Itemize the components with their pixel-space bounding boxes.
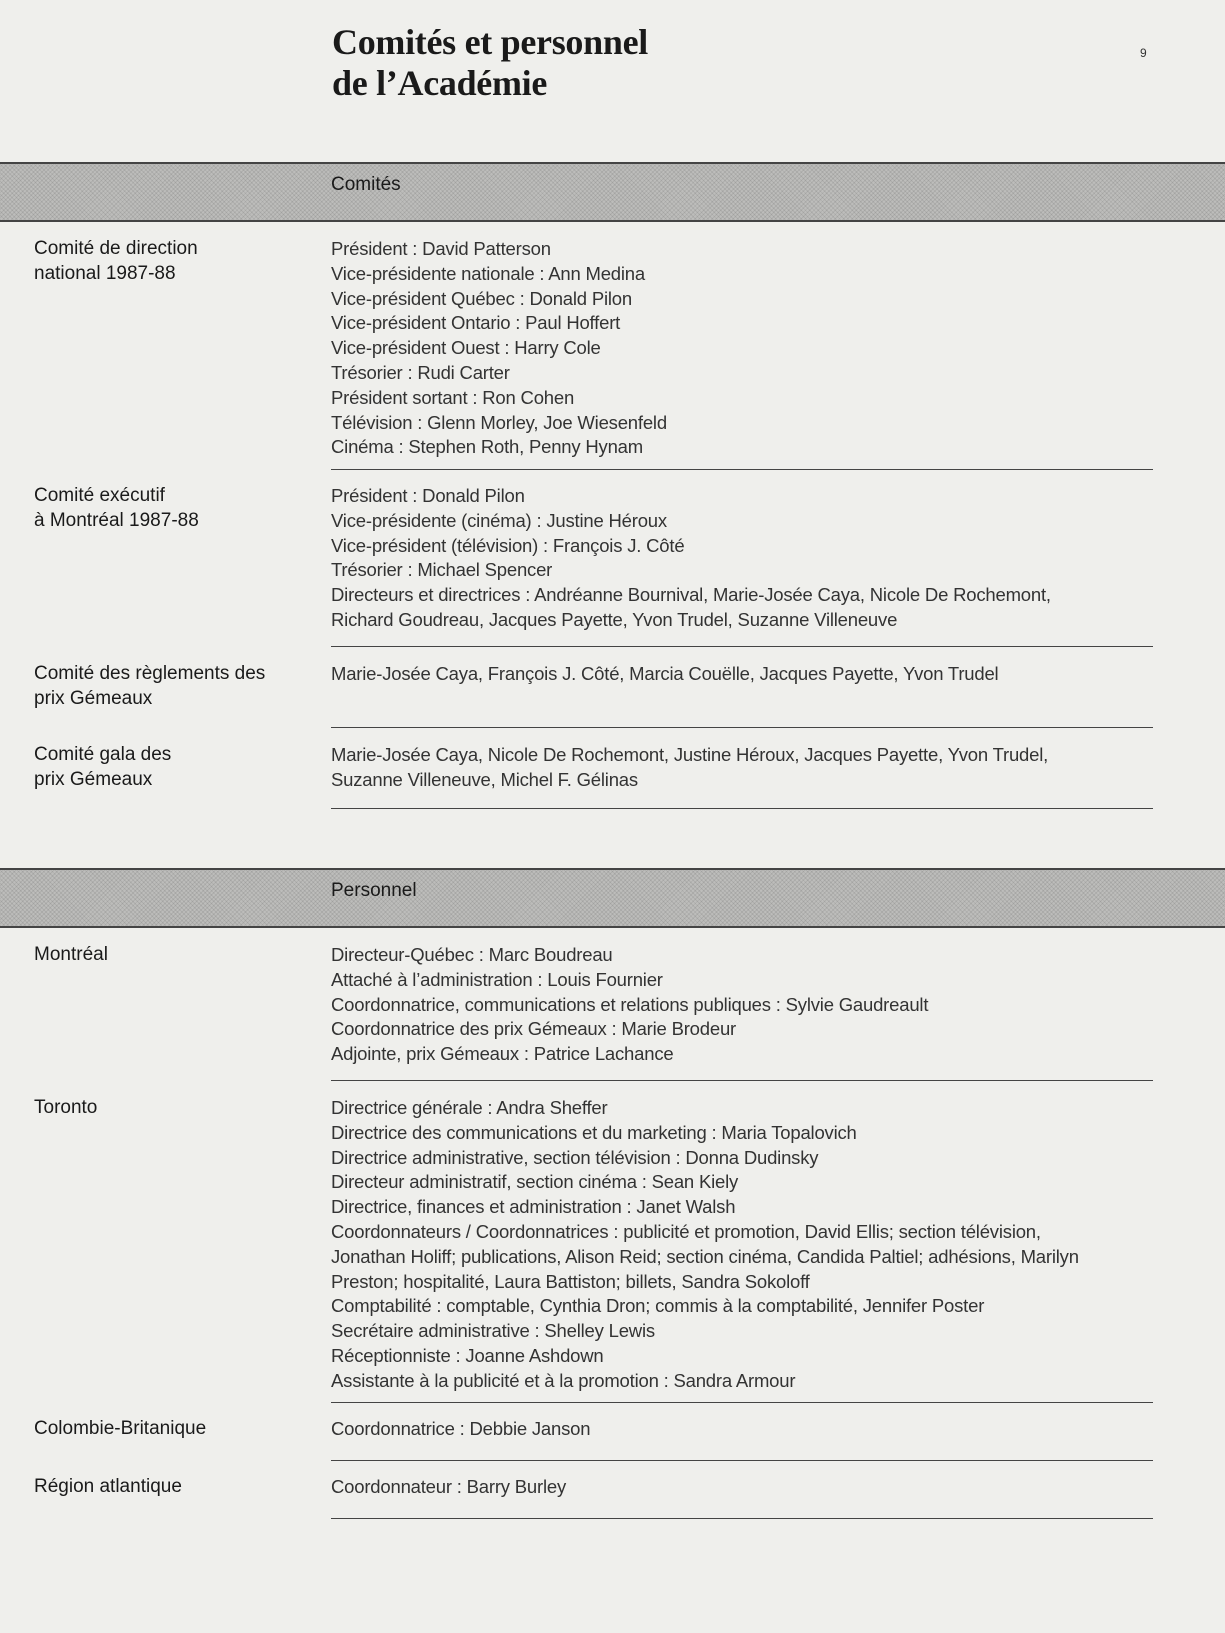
entry-line: Vice-président Québec : Donald Pilon: [331, 287, 632, 309]
entry-line: Directrice, finances et administration : Janet Walsh: [331, 1196, 736, 1218]
entry-line: Comptabilité : comptable, Cynthia Dron; commis à la comptabilité, Jennifer Poster: [331, 1295, 985, 1317]
entry-line: Trésorier : Michael Spencer: [331, 559, 553, 581]
entry-line: Président sortant : Ron Cohen: [331, 386, 575, 408]
entry-line: Coordonnatrice : Debbie Janson: [331, 1418, 591, 1439]
entry-label-line: prix Gémeaux: [34, 768, 153, 790]
entry-line: Marie-Josée Caya, Nicole De Rochemont, Justine Héroux, Jacques Payette, Yvon Trudel,: [331, 744, 1049, 765]
divider-rule: [331, 1460, 1153, 1461]
entry-line: Vice-président Ouest : Harry Cole: [331, 337, 601, 359]
entry-line: Vice-président (télévision) : François J. Côté: [331, 534, 685, 556]
entry-line: Trésorier : Rudi Carter: [331, 361, 510, 383]
entry-label: [34, 1096, 294, 1121]
entry-line: Directeurs et directrices : Andréanne Bournival, Marie-Josée Caya, Nicole De Rochemont,: [331, 584, 1051, 606]
entry-line: Preston; hospitalité, Laura Battiston; billets, Sandra Sokoloff: [331, 1270, 810, 1292]
entry-line: Vice-présidente (cinéma) : Justine Héroux: [331, 509, 667, 531]
entry-line: Suzanne Villeneuve, Michel F. Gélinas: [331, 768, 638, 790]
divider-rule: [331, 1402, 1153, 1403]
entry-line: Directeur-Québec : Marc Boudreau: [331, 944, 613, 965]
entry-line: Coordonnatrice, communications et relations publiques : Sylvie Gaudreault: [331, 993, 929, 1015]
entry-label-line: à Montréal 1987-88: [34, 509, 199, 531]
page-number: 9: [1140, 46, 1147, 60]
entry-label-line: national 1987-88: [34, 262, 176, 284]
entry-line: Attaché à l’administration : Louis Fournier: [331, 968, 663, 990]
entry-line: Vice-président Ontario : Paul Hoffert: [331, 312, 621, 334]
entry-line: Cinéma : Stephen Roth, Penny Hynam: [331, 436, 643, 458]
page-title: [332, 22, 648, 104]
entry-label-line: Comité des règlements des: [34, 663, 266, 684]
section-header-band: [0, 868, 1225, 928]
entry-label: [34, 943, 294, 968]
entry-label: [34, 1417, 294, 1442]
entry-line: Président : Donald Pilon: [331, 485, 525, 506]
entry-label: [34, 237, 294, 286]
section-heading: Comités: [331, 174, 401, 195]
entry-lines: [331, 662, 1161, 687]
entry-lines: [331, 1096, 1161, 1394]
title-line: de l’Académie: [332, 63, 548, 103]
divider-rule: [331, 727, 1153, 728]
entry-line: Directeur administratif, section cinéma : Sean Kiely: [331, 1171, 739, 1193]
entry-label-line: Région atlantique: [34, 1476, 182, 1497]
entry-label-line: Toronto: [34, 1097, 98, 1118]
entry-lines: [331, 484, 1161, 633]
entry-label: [34, 484, 294, 533]
entry-line: Directrice des communications et du marketing : Maria Topalovich: [331, 1121, 857, 1143]
entry-line: Marie-Josée Caya, François J. Côté, Marcia Couëlle, Jacques Payette, Yvon Trudel: [331, 663, 999, 684]
entry-label-line: Comité gala des: [34, 744, 172, 765]
section-header-band: [0, 162, 1225, 222]
entry-label-line: Comité exécutif: [34, 485, 165, 506]
entry-lines: [331, 1475, 1161, 1500]
entry-label-line: Montréal: [34, 944, 108, 965]
entry-label: [34, 662, 294, 711]
entry-label-line: Comité de direction: [34, 238, 198, 259]
divider-rule: [331, 808, 1153, 809]
entry-line: Directrice générale : Andra Sheffer: [331, 1097, 608, 1118]
entry-line: Richard Goudreau, Jacques Payette, Yvon Trudel, Suzanne Villeneuve: [331, 608, 898, 630]
entry-line: Réceptionniste : Joanne Ashdown: [331, 1344, 604, 1366]
entry-label: [34, 743, 294, 792]
entry-lines: [331, 943, 1161, 1067]
divider-rule: [331, 469, 1153, 470]
entry-lines: [331, 237, 1161, 460]
entry-line: Coordonnatrice des prix Gémeaux : Marie Brodeur: [331, 1018, 736, 1040]
entry-label-line: prix Gémeaux: [34, 687, 153, 709]
title-line: Comités et personnel: [332, 22, 648, 62]
entry-line: Secrétaire administrative : Shelley Lewis: [331, 1320, 655, 1342]
divider-rule: [331, 1518, 1153, 1519]
divider-rule: [331, 646, 1153, 647]
entry-line: Jonathan Holiff; publications, Alison Reid; section cinéma, Candida Paltiel; adhésions, Marilyn: [331, 1245, 1079, 1267]
divider-rule: [331, 1080, 1153, 1081]
section-heading: Personnel: [331, 880, 417, 901]
entry-line: Directrice administrative, section télévision : Donna Dudinsky: [331, 1146, 819, 1168]
entry-line: Président : David Patterson: [331, 238, 551, 259]
entry-line: Télévision : Glenn Morley, Joe Wiesenfeld: [331, 411, 667, 433]
entry-line: Vice-présidente nationale : Ann Medina: [331, 262, 645, 284]
entry-line: Coordonnateurs / Coordonnatrices : publicité et promotion, David Ellis; section télévision,: [331, 1220, 1041, 1242]
entry-line: Coordonnateur : Barry Burley: [331, 1476, 567, 1497]
entry-label: [34, 1475, 294, 1500]
entry-label-line: Colombie-Britanique: [34, 1418, 207, 1439]
entry-lines: [331, 1417, 1161, 1442]
entry-lines: [331, 743, 1161, 793]
entry-line: Assistante à la publicité et à la promotion : Sandra Armour: [331, 1369, 796, 1391]
entry-line: Adjointe, prix Gémeaux : Patrice Lachance: [331, 1043, 674, 1065]
